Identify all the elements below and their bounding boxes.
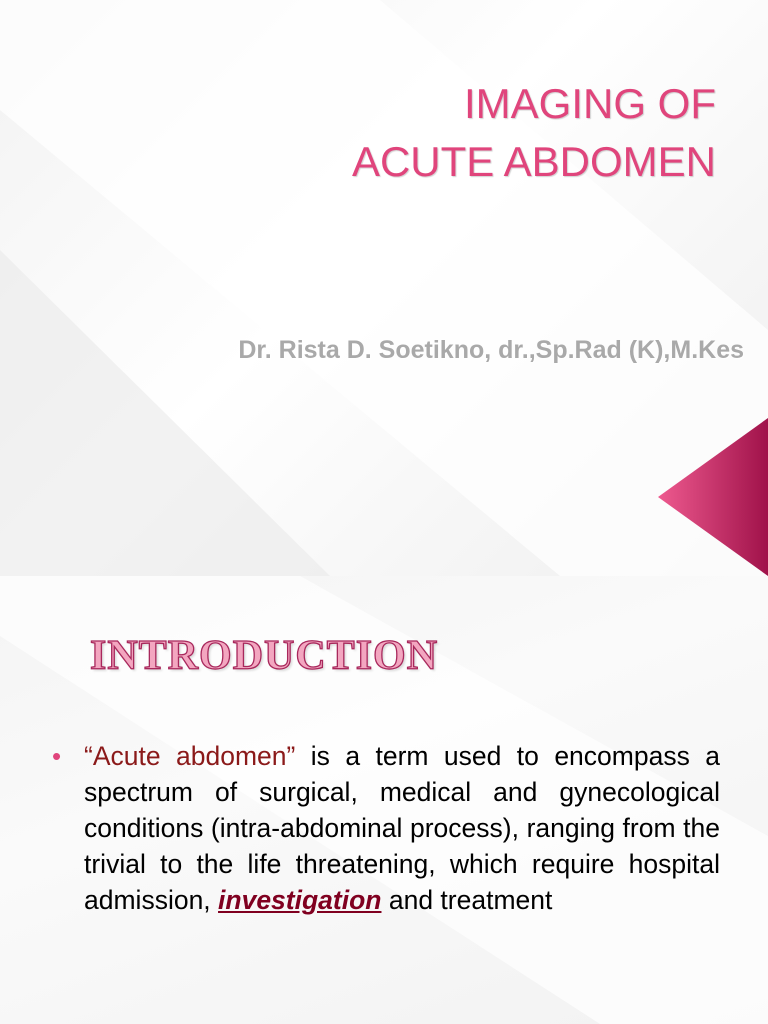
title-line-1: IMAGING OF bbox=[464, 80, 716, 127]
pink-triangle-decoration bbox=[658, 418, 768, 576]
section-heading: INTRODUCTION bbox=[90, 633, 439, 679]
emphasis-word: investigation bbox=[218, 885, 382, 915]
term-quote: “Acute abdomen” bbox=[84, 741, 296, 771]
bullet-item bbox=[52, 738, 720, 918]
bullet-marker: • bbox=[52, 741, 62, 771]
title-line-2: ACUTE ABDOMEN bbox=[351, 138, 716, 185]
bullet-body-2: and treatment bbox=[381, 885, 553, 915]
bullet-body-1: is a term used to encompass a spectrum of surgical, medical and gynecological conditions (intra-abdominal process), ranging from the trivial to the life threatening, which require hospital admission, bbox=[84, 741, 720, 915]
introduction-slide bbox=[0, 576, 768, 1024]
author-name: Dr. Rista D. Soetikno, dr.,Sp.Rad (K),M.Kes bbox=[238, 336, 744, 364]
bullet-text bbox=[84, 738, 720, 918]
